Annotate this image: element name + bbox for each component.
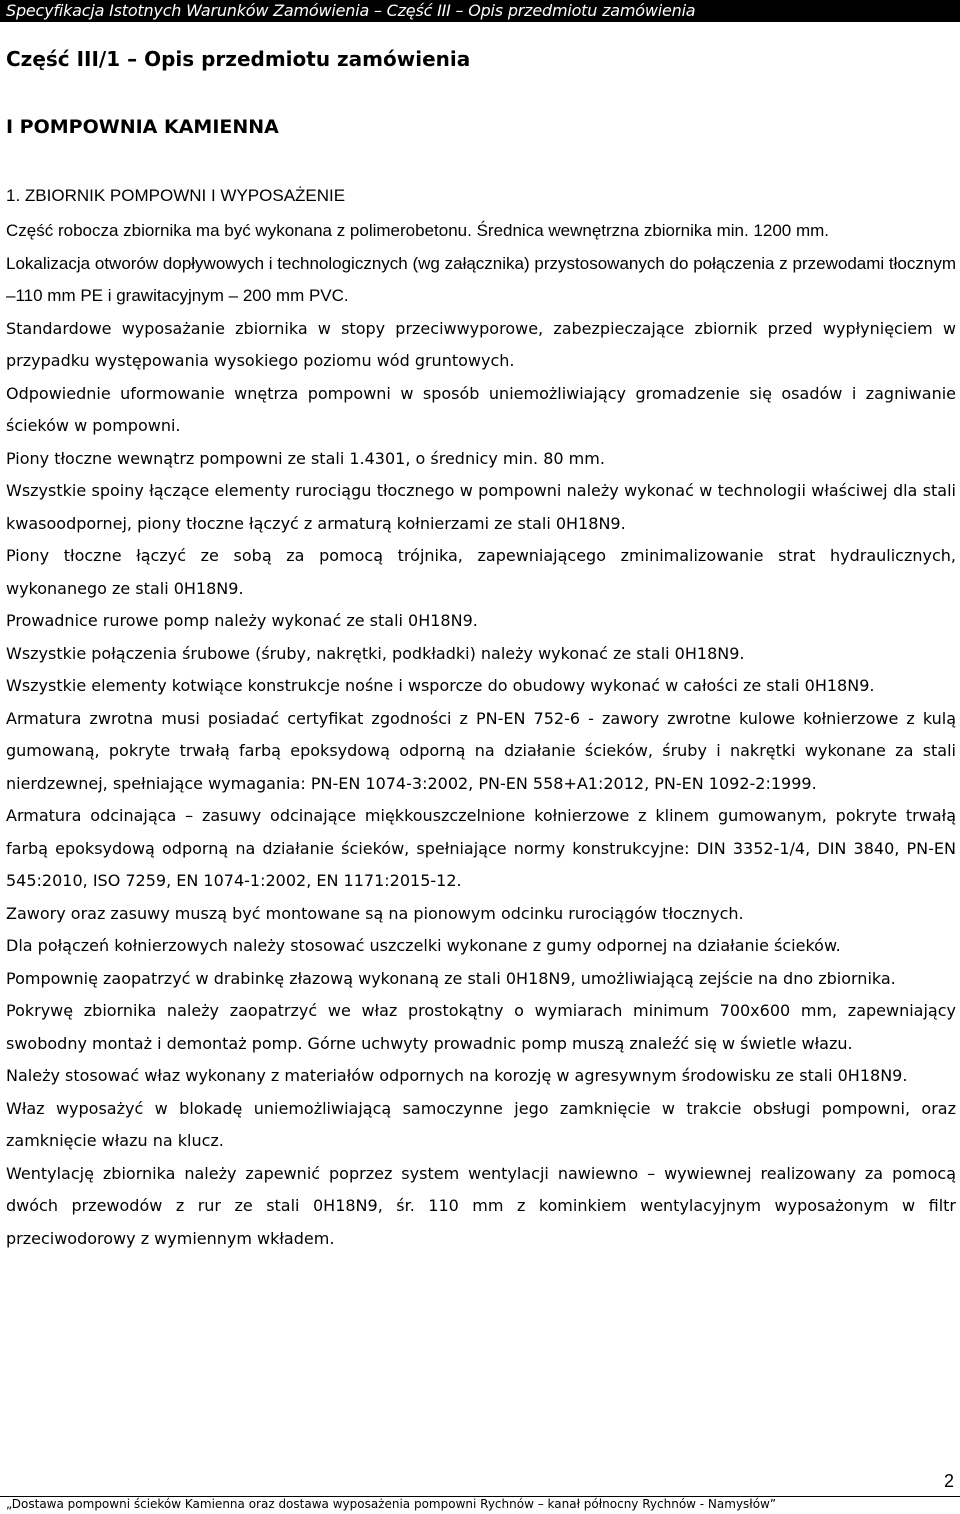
part-title: Część III/1 – Opis przedmiotu zamówienia	[6, 47, 471, 71]
document-body	[6, 215, 956, 1255]
paragraph: Wszystkie spoiny łączące elementy rurociągu tłocznego w pompowni należy wykonać w technologii właściwej dla stali kwasoodpornej, piony tłoczne łączyć z armaturą kołnierzami ze stali 0H18N9.	[6, 481, 956, 533]
paragraph: Zawory oraz zasuwy muszą być montowane są na pionowym odcinku rurociągów tłocznych.	[6, 903, 744, 923]
paragraph: Wszystkie elementy kotwiące konstrukcje nośne i wsporcze do obudowy wykonać w całości ze stali 0H18N9.	[6, 676, 875, 695]
section-title: 1. ZBIORNIK POMPOWNI I WYPOSAŻENIE	[6, 186, 346, 205]
paragraph: Część robocza zbiornika ma być wykonana z polimerobetonu. Średnica wewnętrzna zbiornika min. 1200 mm.	[6, 221, 829, 240]
station-title: I POMPOWNIA KAMIENNA	[6, 116, 279, 138]
paragraph: Prowadnice rurowe pomp należy wykonać ze stali 0H18N9.	[6, 611, 478, 630]
paragraph: Pokrywę zbiornika należy zaopatrzyć we właz prostokątny o wymiarach minimum 700x600 mm, zapewniający swobodny montaż i demontaż pomp. Górne uchwyty prowadnic pomp muszą znaleźć się w świetle włazu.	[6, 1001, 956, 1053]
paragraph: Armatura odcinająca – zasuwy odcinające miękkouszczelnione kołnierzowe z klinem gumowanym, pokryte trwałą farbą epoksydową odporną na działanie ścieków, spełniające normy konstrukcyjne: DIN 3352-1/4, DIN 3840, PN-EN 545:2010, ISO 7259, EN 1074-1:2002, EN 1171:2015-12.	[6, 806, 956, 890]
footer-text: „Dostawa pompowni ścieków Kamienna oraz dostawa wyposażenia pompowni Rychnów – kanał północny Rychnów - Namysłów”	[6, 1497, 777, 1511]
paragraph: Piony tłoczne wewnątrz pompowni ze stali 1.4301, o średnicy min. 80 mm.	[6, 448, 605, 468]
header-title: Specyfikacja Istotnych Warunków Zamówienia – Część III – Opis przedmiotu zamówienia	[6, 1, 696, 20]
paragraph: Wentylację zbiornika należy zapewnić poprzez system wentylacji nawiewno – wywiewnej realizowany za pomocą dwóch przewodów z rur ze stali 0H18N9, śr. 110 mm z kominkiem wentylacyjnym wyposażonym w filtr przeciwodorowy z wymiennym wkładem.	[6, 1163, 956, 1248]
page-number: 2	[943, 1471, 954, 1491]
paragraph: Armatura zwrotna musi posiadać certyfikat zgodności z PN-EN 752-6 - zawory zwrotne kulowe kołnierzowe z kulą gumowaną, pokryte trwałą farbą epoksydową odporną na działanie ścieków, śruby i nakrętki wykonane za stali nierdzewnej, spełniające wymagania: PN-EN 1074-3:2002, PN-EN 558+A1:2012, PN-EN 1092-2:1999.	[6, 708, 956, 793]
paragraph: Właz wyposażyć w blokadę uniemożliwiającą samoczynne jego zamknięcie w trakcie obsługi pompowni, oraz zamknięcie włazu na klucz.	[6, 1098, 956, 1150]
paragraph: Należy stosować właz wykonany z materiałów odpornych na korozję w agresywnym środowisku ze stali 0H18N9.	[6, 1066, 908, 1085]
paragraph: Pompownię zaopatrzyć w drabinkę złazową wykonaną ze stali 0H18N9, umożliwiającą zejście na dno zbiornika.	[6, 968, 896, 988]
paragraph: Dla połączeń kołnierzowych należy stosować uszczelki wykonane z gumy odpornej na działanie ścieków.	[6, 936, 841, 955]
paragraph: Odpowiednie uformowanie wnętrza pompowni w sposób uniemożliwiający gromadzenie się osadów i zagniwanie ścieków w pompowni.	[6, 383, 956, 435]
page-header	[0, 0, 960, 22]
paragraph: Standardowe wyposażanie zbiornika w stopy przeciwwyporowe, zabezpieczające zbiornik przed wypłynięciem w przypadku występowania wysokiego poziomu wód gruntowych.	[6, 318, 956, 370]
paragraph: Piony tłoczne łączyć ze sobą za pomocą trójnika, zapewniającego zminimalizowanie strat hydraulicznych, wykonanego ze stali 0H18N9.	[6, 546, 956, 598]
paragraph: Lokalizacja otworów dopływowych i technologicznych (wg załącznika) przystosowanych do połączenia z przewodami tłocznym –110 mm PE i grawitacyjnym – 200 mm PVC.	[6, 253, 956, 305]
paragraph: Wszystkie połączenia śrubowe (śruby, nakrętki, podkładki) należy wykonać ze stali 0H18N9.	[6, 643, 745, 663]
